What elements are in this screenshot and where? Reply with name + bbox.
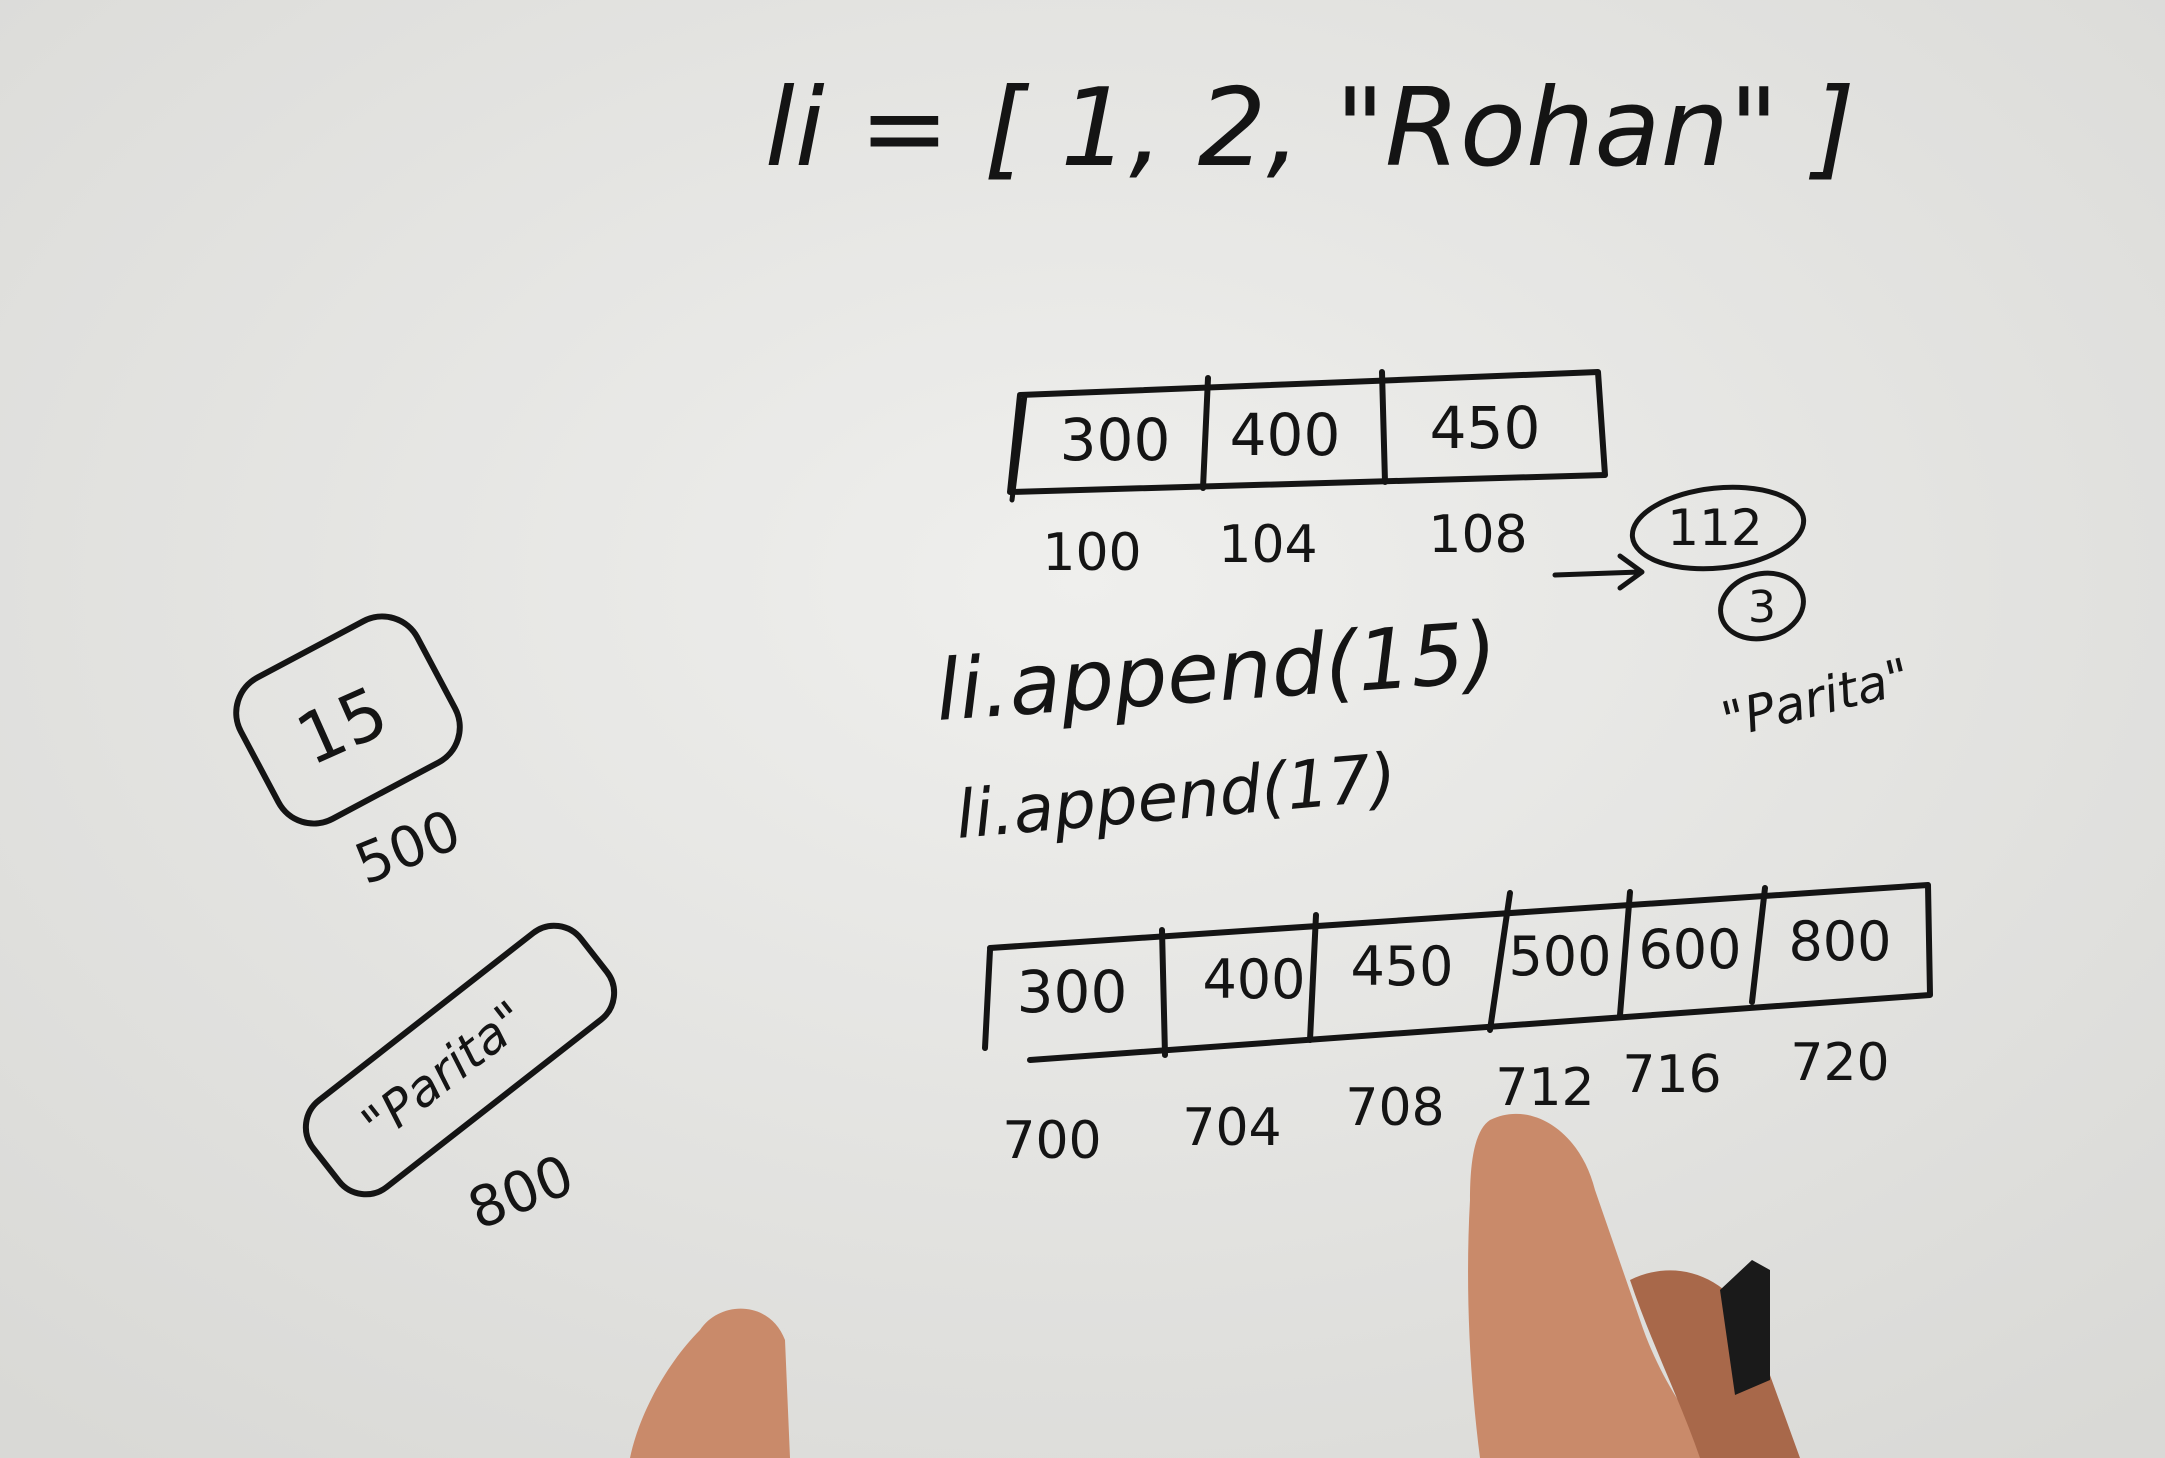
next-address: 112 xyxy=(1667,499,1763,557)
second-array-cell: 300 xyxy=(1016,958,1128,1026)
second-array-cell: 450 xyxy=(1350,935,1454,998)
object-value: "Parita" xyxy=(351,989,538,1154)
second-array-address: 716 xyxy=(1622,1045,1722,1105)
second-array-address: 720 xyxy=(1790,1033,1890,1093)
first-array-address: 108 xyxy=(1428,505,1528,565)
circled-note: 3 xyxy=(1748,582,1776,633)
object-value: 15 xyxy=(284,670,400,782)
first-array-cell: 450 xyxy=(1429,394,1541,462)
second-array-address: 704 xyxy=(1182,1098,1282,1158)
first-array-cell: 300 xyxy=(1059,406,1171,474)
second-array-address: 708 xyxy=(1345,1078,1445,1138)
second-array-cell: 500 xyxy=(1508,925,1612,988)
second-array-divider xyxy=(1162,930,1165,1055)
first-array-address: 104 xyxy=(1218,515,1318,575)
append-line: li.append(17) xyxy=(952,738,1400,854)
second-array-cell: 800 xyxy=(1788,910,1892,973)
second-array-address: 712 xyxy=(1495,1058,1595,1118)
second-array-cell: 600 xyxy=(1638,918,1742,981)
first-array-divider xyxy=(1382,372,1385,482)
second-array-cell: 400 xyxy=(1202,948,1306,1011)
side-note: "Parita" xyxy=(1715,647,1916,750)
object-address: 500 xyxy=(346,797,470,899)
first-array-address: 100 xyxy=(1042,523,1142,583)
list-definition: li = [ 1, 2, "Rohan" ] xyxy=(764,66,1856,191)
object-address: 800 xyxy=(459,1142,583,1244)
second-array-address: 700 xyxy=(1002,1111,1102,1171)
append-line: li.append(15) xyxy=(932,602,1501,740)
first-array-cell: 400 xyxy=(1229,401,1341,469)
